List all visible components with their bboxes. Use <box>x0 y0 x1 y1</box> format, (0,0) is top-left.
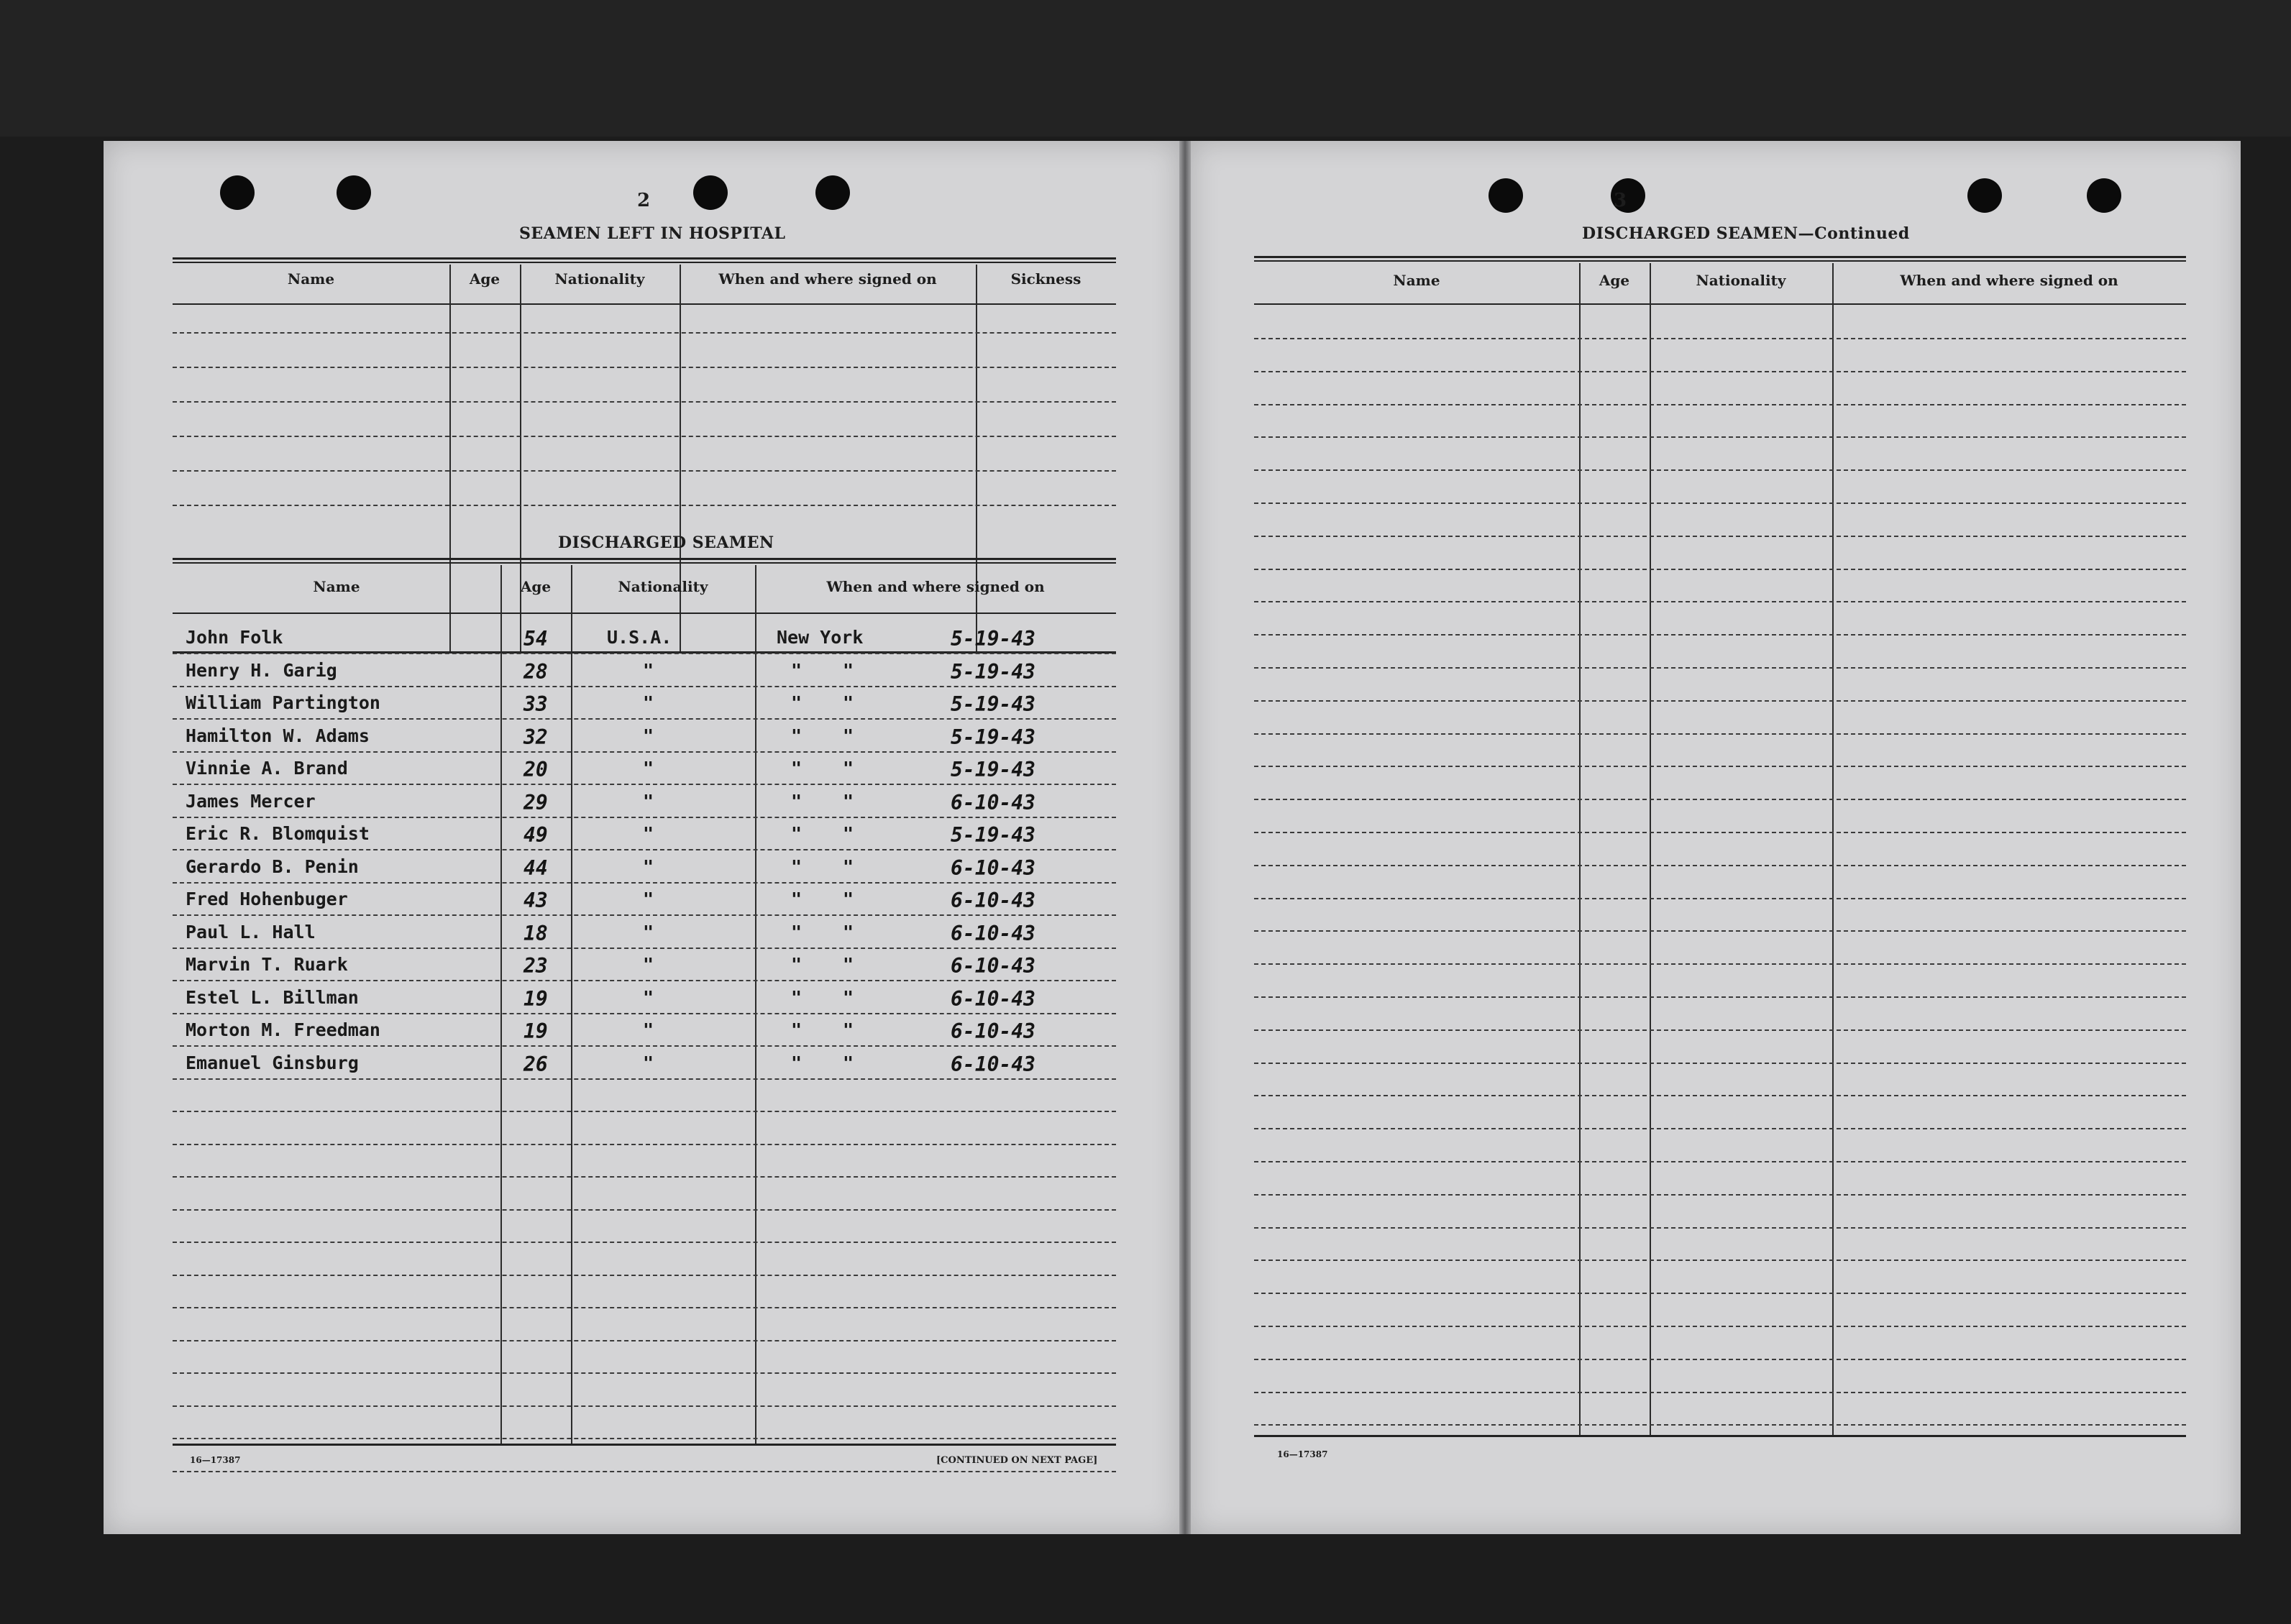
seaman-age: 44 <box>523 855 548 880</box>
seaman-nationality: " <box>643 986 654 1008</box>
discharged-table <box>173 565 1116 1445</box>
col-header-signed-on: When and where signed on <box>1900 272 2118 289</box>
row-line <box>1254 1326 2186 1327</box>
hospital-header-row <box>173 265 1116 305</box>
row-line <box>173 686 1116 687</box>
signed-on-date: 5-19-43 <box>951 659 1036 684</box>
signed-on-date: 5-19-43 <box>951 725 1036 749</box>
right-table <box>1254 263 2186 1436</box>
signed-on-place: New York <box>777 627 864 648</box>
seaman-name: James Mercer <box>186 790 316 812</box>
punch-hole <box>220 175 255 210</box>
seaman-name: John Folk <box>186 627 283 648</box>
signed-on-place: " <box>791 855 802 877</box>
row-line <box>173 751 1116 753</box>
row-line <box>173 882 1116 884</box>
punch-hole <box>693 175 728 210</box>
row-line <box>1254 1227 2186 1229</box>
seaman-name: Emanuel Ginsburg <box>186 1052 359 1073</box>
row-line <box>173 1045 1116 1047</box>
col-header-nationality: Nationality <box>554 270 645 288</box>
row-line <box>173 470 1116 472</box>
signed-on-place: " <box>791 954 802 975</box>
row-line <box>1254 865 2186 866</box>
seaman-nationality: " <box>643 889 654 909</box>
column-divider <box>571 565 572 1445</box>
row-line <box>173 1209 1116 1211</box>
row-line <box>173 849 1116 850</box>
row-line <box>173 401 1116 403</box>
col-header-signed-on: When and where signed on <box>718 270 937 288</box>
seaman-nationality: " <box>643 855 654 877</box>
page-number: 2 <box>637 190 651 211</box>
row-line <box>1254 1293 2186 1294</box>
signed-on-place: " <box>791 725 802 746</box>
row-line <box>1254 1194 2186 1196</box>
seaman-age: 19 <box>523 986 548 1011</box>
seaman-name: Morton M. Freedman <box>186 1019 380 1040</box>
form-code: 16—17387 <box>190 1455 241 1465</box>
row-line <box>1254 766 2186 767</box>
row-line <box>173 1242 1116 1243</box>
signed-on-date: 5-19-43 <box>951 758 1036 781</box>
seaman-nationality: " <box>643 954 654 975</box>
row-line <box>1254 1095 2186 1096</box>
signed-on-ditto: " <box>843 725 854 746</box>
seaman-age: 49 <box>523 823 548 847</box>
discharged-top-rule <box>173 558 1116 564</box>
row-line <box>1254 1392 2186 1393</box>
row-line <box>1254 1359 2186 1360</box>
row-line <box>1254 569 2186 570</box>
row-line <box>173 367 1116 368</box>
signed-on-ditto: " <box>843 758 854 779</box>
col-header-name: Name <box>287 270 335 288</box>
column-divider <box>500 565 502 1445</box>
signed-on-ditto: " <box>843 921 854 942</box>
hospital-section-title: SEAMEN LEFT IN HOSPITAL <box>519 224 786 243</box>
row-line <box>1254 667 2186 669</box>
row-line <box>1254 634 2186 636</box>
seaman-age: 18 <box>523 921 548 945</box>
row-line <box>173 1438 1116 1439</box>
seaman-age: 23 <box>523 954 548 978</box>
row-line <box>1254 799 2186 800</box>
row-line <box>173 1144 1116 1145</box>
row-line <box>173 1176 1116 1178</box>
row-line <box>173 1405 1116 1407</box>
seaman-age: 28 <box>523 659 548 684</box>
discharged-section-title: DISCHARGED SEAMEN <box>558 533 774 552</box>
signed-on-ditto: " <box>843 1019 854 1040</box>
row-line <box>1254 338 2186 339</box>
row-line <box>1254 898 2186 899</box>
seaman-age: 54 <box>523 627 548 651</box>
seaman-age: 20 <box>523 758 548 781</box>
seaman-nationality: " <box>643 692 654 713</box>
row-line <box>173 1471 1116 1472</box>
signed-on-ditto: " <box>843 986 854 1008</box>
row-line <box>173 1111 1116 1112</box>
row-line <box>173 948 1116 949</box>
row-line <box>173 817 1116 818</box>
signed-on-place: " <box>791 889 802 909</box>
seaman-age: 29 <box>523 790 548 815</box>
row-line <box>1254 469 2186 471</box>
page-gutter <box>1179 141 1191 1534</box>
punch-hole <box>337 175 371 210</box>
seaman-age: 26 <box>523 1052 548 1076</box>
signed-on-place: " <box>791 758 802 779</box>
row-line <box>173 784 1116 785</box>
seaman-age: 19 <box>523 1019 548 1043</box>
row-line <box>1254 700 2186 702</box>
col-header-sickness: Sickness <box>1010 270 1082 288</box>
row-line <box>173 1078 1116 1080</box>
signed-on-ditto: " <box>843 954 854 975</box>
right-section-title: DISCHARGED SEAMEN—Continued <box>1582 224 1910 243</box>
seaman-name: Henry H. Garig <box>186 659 337 681</box>
seaman-nationality: " <box>643 758 654 779</box>
seaman-age: 33 <box>523 692 548 716</box>
column-divider <box>755 565 756 1445</box>
row-line <box>1254 1128 2186 1129</box>
row-line <box>173 718 1116 720</box>
seaman-nationality: " <box>643 1052 654 1073</box>
seaman-name: Estel L. Billman <box>186 986 359 1008</box>
row-line <box>1254 371 2186 372</box>
signed-on-ditto: " <box>843 790 854 812</box>
row-line <box>1254 404 2186 405</box>
row-line <box>1254 1161 2186 1162</box>
discharged-bottom-rule <box>173 1444 1116 1446</box>
signed-on-place: " <box>791 921 802 942</box>
col-header-nationality: Nationality <box>618 578 708 595</box>
signed-on-ditto: " <box>843 659 854 681</box>
row-line <box>1254 1029 2186 1031</box>
signed-on-date: 6-10-43 <box>951 954 1036 978</box>
form-code: 16—17387 <box>1277 1449 1328 1459</box>
row-line <box>1254 996 2186 998</box>
row-line <box>1254 601 2186 602</box>
row-line <box>1254 930 2186 932</box>
row-line <box>173 1013 1116 1014</box>
seaman-nationality: " <box>643 823 654 844</box>
seaman-age: 43 <box>523 889 548 912</box>
signed-on-place: " <box>791 986 802 1008</box>
seaman-name: William Partington <box>186 692 380 713</box>
seaman-nationality: " <box>643 659 654 681</box>
row-line <box>173 980 1116 981</box>
row-line <box>173 1372 1116 1374</box>
seaman-name: Eric R. Blomquist <box>186 823 370 844</box>
row-line <box>1254 436 2186 438</box>
seaman-name: Paul L. Hall <box>186 921 316 942</box>
row-line <box>173 653 1116 654</box>
col-header-age: Age <box>1599 272 1630 289</box>
punch-hole <box>2087 178 2121 213</box>
signed-on-place: " <box>791 659 802 681</box>
signed-on-ditto: " <box>843 855 854 877</box>
seaman-name: Fred Hohenbuger <box>186 889 348 909</box>
col-header-age: Age <box>469 270 500 288</box>
seaman-nationality: " <box>643 725 654 746</box>
punch-hole <box>1489 178 1523 213</box>
row-line <box>173 332 1116 334</box>
right-page <box>1191 141 2241 1534</box>
signed-on-place: " <box>791 1052 802 1073</box>
signed-on-date: 6-10-43 <box>951 855 1036 880</box>
col-header-age: Age <box>520 578 552 595</box>
row-line <box>1254 1063 2186 1064</box>
row-line <box>173 505 1116 506</box>
right-bottom-rule <box>1254 1435 2186 1437</box>
row-line <box>1254 733 2186 735</box>
signed-on-date: 5-19-43 <box>951 692 1036 716</box>
signed-on-place: " <box>791 823 802 844</box>
seaman-nationality: U.S.A. <box>607 627 672 648</box>
row-line <box>173 1340 1116 1341</box>
row-line <box>173 1275 1116 1276</box>
discharged-header-row <box>173 565 1116 614</box>
right-header-row <box>1254 263 2186 305</box>
seaman-nationality: " <box>643 790 654 812</box>
row-line <box>1254 832 2186 833</box>
seaman-nationality: " <box>643 1019 654 1040</box>
scan-background <box>0 0 2291 137</box>
signed-on-date: 6-10-43 <box>951 889 1036 912</box>
seaman-name: Hamilton W. Adams <box>186 725 370 746</box>
row-line <box>1254 1260 2186 1261</box>
seaman-nationality: " <box>643 921 654 942</box>
seaman-name: Gerardo B. Penin <box>186 855 359 877</box>
row-line <box>173 1307 1116 1308</box>
seaman-age: 32 <box>523 725 548 749</box>
signed-on-date: 5-19-43 <box>951 823 1036 847</box>
row-line <box>1254 503 2186 504</box>
signed-on-place: " <box>791 790 802 812</box>
col-header-name: Name <box>313 578 360 595</box>
row-line <box>1254 963 2186 965</box>
right-top-rule <box>1254 256 2186 262</box>
punch-hole <box>815 175 850 210</box>
row-line <box>1254 1424 2186 1426</box>
signed-on-place: " <box>791 1019 802 1040</box>
row-line <box>173 436 1116 437</box>
signed-on-date: 6-10-43 <box>951 921 1036 945</box>
seaman-name: Marvin T. Ruark <box>186 954 348 975</box>
signed-on-date: 6-10-43 <box>951 1019 1036 1043</box>
signed-on-ditto: " <box>843 823 854 844</box>
signed-on-date: 6-10-43 <box>951 986 1036 1011</box>
signed-on-ditto: " <box>843 1052 854 1073</box>
col-header-signed-on: When and where signed on <box>826 578 1045 595</box>
col-header-name: Name <box>1393 272 1440 289</box>
row-line <box>173 914 1116 916</box>
signed-on-date: 6-10-43 <box>951 790 1036 815</box>
left-page <box>104 141 1179 1534</box>
signed-on-date: 5-19-43 <box>951 627 1036 651</box>
continued-note: [CONTINUED ON NEXT PAGE] <box>936 1455 1098 1466</box>
page-number: 3 <box>1614 190 1627 211</box>
signed-on-date: 6-10-43 <box>951 1052 1036 1076</box>
col-header-nationality: Nationality <box>1696 272 1786 289</box>
signed-on-ditto: " <box>843 692 854 713</box>
punch-hole <box>1967 178 2002 213</box>
seaman-name: Vinnie A. Brand <box>186 758 348 779</box>
hospital-top-rule <box>173 257 1116 263</box>
row-line <box>1254 536 2186 537</box>
signed-on-ditto: " <box>843 889 854 909</box>
signed-on-place: " <box>791 692 802 713</box>
